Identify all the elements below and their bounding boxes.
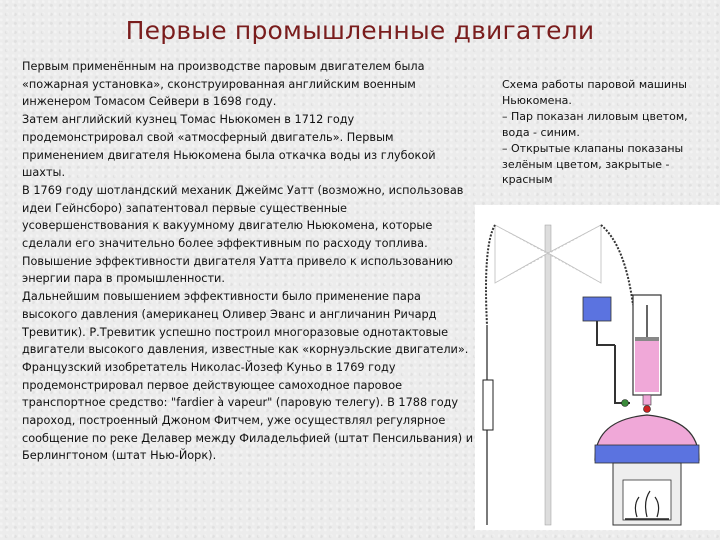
injection-pipe (615, 345, 630, 403)
beam-column (545, 225, 551, 525)
boiler-water (595, 445, 699, 463)
water-tank (583, 297, 611, 321)
newcomen-engine-diagram (475, 205, 720, 530)
slide-title: Первые промышленные двигатели (125, 16, 595, 45)
cylinder-steam (635, 340, 659, 392)
valve-open-indicator (622, 400, 629, 407)
paragraph-high-pressure: Дальнейшим повышением эффективности было применение пара высокого давления (американец Оливер Эванс и англичанин Ричард Тревитик). Р.Тревитик успешно построил многоразовые однотактовые двигатели высокого давления, известные как «корнуэльские двигатели». (22, 290, 469, 357)
paragraph-cugnot: Французский изобретатель Николас-Йозеф Куньо в 1769 году продемонстрировал первое действующее самоходное паровое транспортное средство: "fardier à vapeur" (паровую телегу). В 1788 году пароход, построенный Джоном Фитчем, уже осуществлял регулярное сообщение по реке Делавер между Филадельфией (штат Пенсильвания) и Берлингтоном (штат Нью-Йорк). (22, 360, 474, 463)
main-text (22, 58, 477, 465)
right-chain (601, 225, 633, 305)
paragraph-watt: В 1769 году шотландский механик Джеймс Уатт (возможно, использовав идеи Гейнсборо) запатентовал первые существенные усовершенствования к вакуумному двигателю Ньюкомена, которые сделали его значительно более эффективным по расходу топлива. Повышение эффективности двигателя Уатта привело к использованию энергии пара в промышленности. (22, 183, 464, 286)
valve-closed-indicator (644, 406, 651, 413)
diagram-caption (502, 77, 717, 188)
left-chain (486, 225, 495, 325)
firebox (623, 480, 671, 520)
paragraph-savery: Первым применённым на производстве паровым двигателем была «пожарная установка», сконструированная английским военным инженером Томасом Сейвери в 1698 году. (22, 60, 425, 109)
caption-line-3: – Открытые клапаны показаны зелёным цветом, закрытые - красным (502, 141, 684, 187)
water-pipe (597, 321, 615, 345)
steam-valve (643, 395, 651, 405)
paragraph-newcomen: Затем английский кузнец Томас Ньюкомен в 1712 году продемонстрировал свой «атмосферный двигатель». Первым применением двигателя Ньюкомена была откачка воды из глубокой шахты. (22, 113, 436, 180)
caption-line-1: Схема работы паровой машины Ньюкомена. (502, 78, 687, 107)
caption-line-2: – Пар показан лиловым цветом, вода - синим. (502, 109, 688, 139)
pump-weight (483, 380, 493, 430)
newcomen-engine-svg (475, 205, 720, 530)
piston (635, 337, 659, 341)
